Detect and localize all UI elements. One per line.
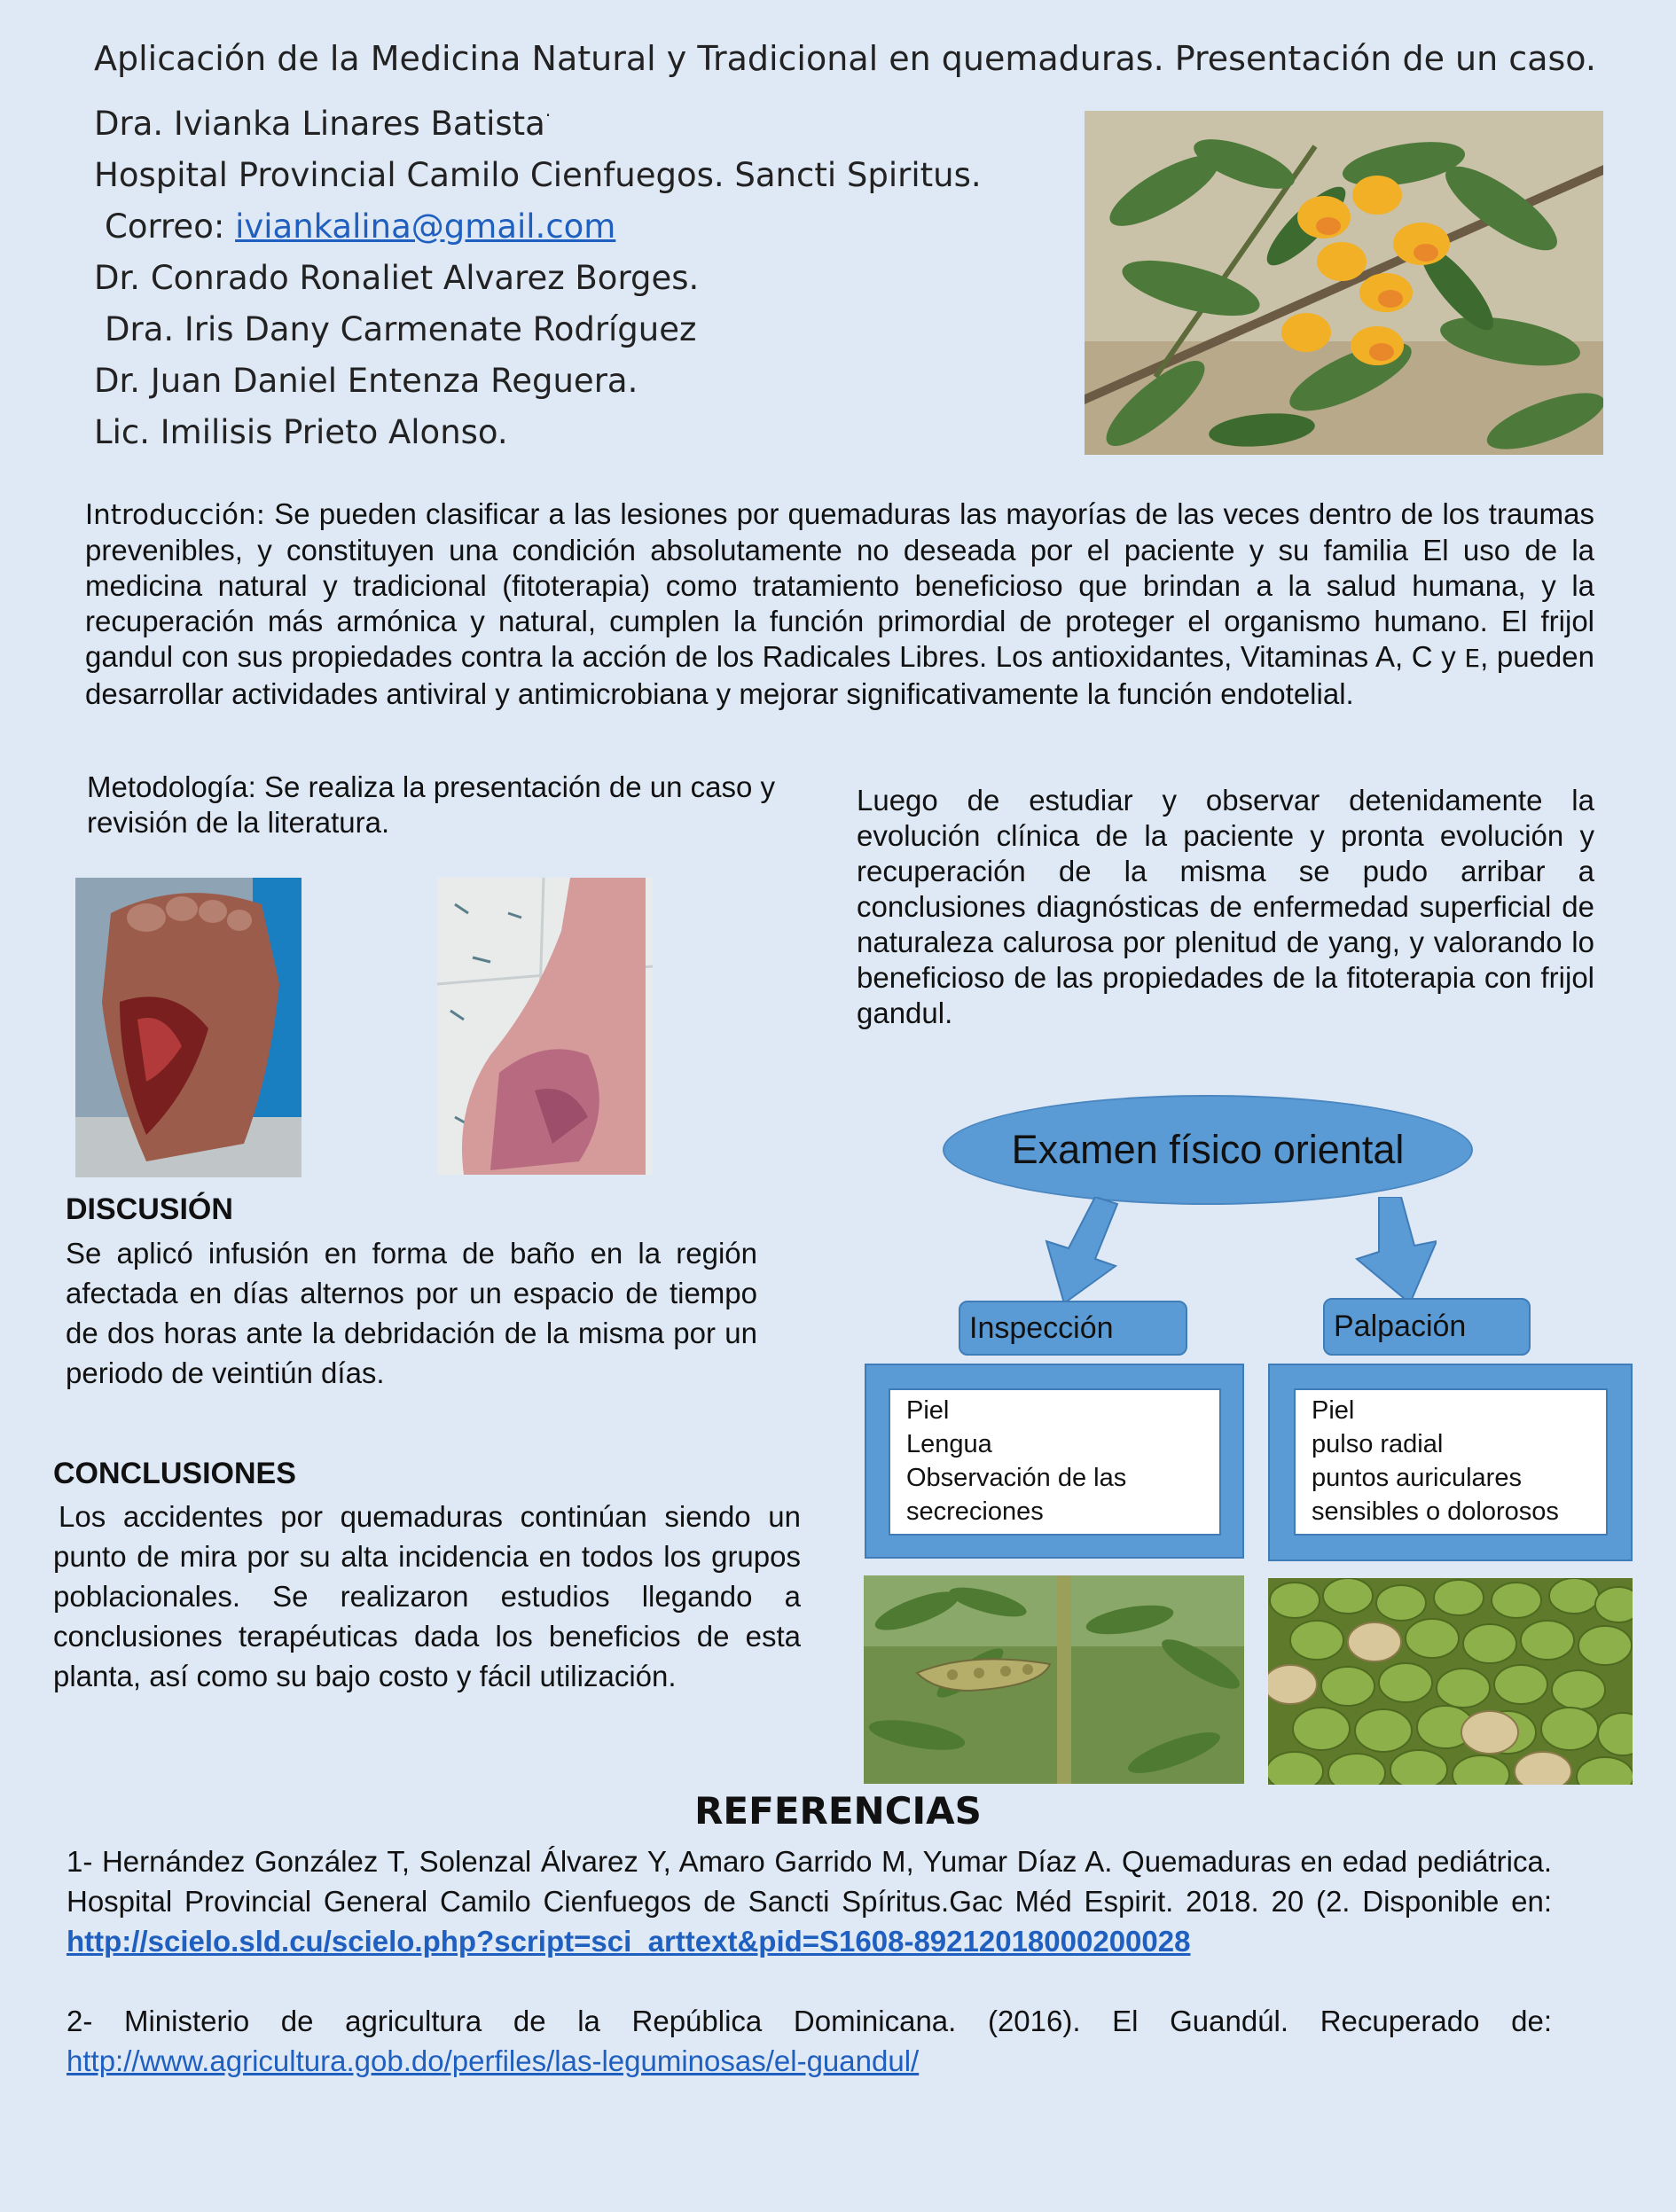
list-item: pulso radial (1312, 1430, 1444, 1458)
author-2: Dr. Conrado Ronaliet Alvarez Borges. (94, 259, 700, 297)
conclusions-heading: CONCLUSIONES (53, 1457, 296, 1490)
pigeon-pea-pod-photo (864, 1575, 1244, 1784)
inspection-label: Inspección (959, 1301, 1187, 1356)
burn-foot-photo-after (437, 878, 653, 1175)
author-5: Lic. Imilisis Prieto Alonso. (94, 413, 508, 451)
poster-title: Aplicación de la Medicina Natural y Tradicional en quemaduras. Presentación de un caso. (94, 39, 1596, 78)
reference-2: 2- Ministerio de agricultura de la República Dominicana. (2016). El Guandúl. Recuperado de: http://www.agricultura.gob.do/perfiles/las-leguminosas/el-guandul/ (67, 2005, 1552, 2077)
conclusions-paragraph: Los accidentes por quemaduras continúan siendo un punto de mira por su alta incidencia en todos los grupos poblacionales. Se realizaron estudios llegando a conclusiones terapéuticas dada los beneficios de esta planta, así como su bajo costo y fácil utilización. (53, 1500, 801, 1692)
reference-2-link[interactable]: http://www.agricultura.gob.do/perfiles/las-leguminosas/el-guandul/ (67, 2044, 920, 2077)
pigeon-pea-flower-photo (1085, 111, 1603, 455)
list-item: Piel (906, 1396, 950, 1425)
reference-1: 1- Hernández González T, Solenzal Álvarez Y, Amaro Garrido M, Yumar Díaz A. Quemaduras en edad pediátrica. Hospital Provincial General Camilo Cienfuegos de Sancti Spíritus.Gac Méd Espirit. 2018. 20 (2. Disponible en: http://scielo.sld.cu/scielo.php?script=sci_arttext&pid=S1608-89212018000200028 (67, 1845, 1552, 1958)
list-item: Lengua (906, 1430, 992, 1458)
palpation-list (1294, 1388, 1608, 1536)
burn-foot-photo-before (75, 878, 302, 1177)
evolution-paragraph: Luego de estudiar y observar detenidamente la evolución clínica de la paciente y pronta evolución y recuperación de la misma se pudo arribar a conclusiones diagnósticas de enfermedad superficial de naturaleza calurosa por plenitud de yang, y valorando lo beneficioso de las propiedades de la fitoterapia con frijol gandul. (857, 784, 1594, 1029)
inspection-list (889, 1388, 1221, 1536)
email-line: Correo: iviankalina@gmail.com (105, 207, 616, 246)
list-item: sensibles o dolorosos (1312, 1497, 1559, 1526)
author-1: Dra. Ivianka Linares Batista· (94, 105, 552, 143)
list-item: Piel (1312, 1396, 1355, 1425)
list-item: secreciones (906, 1497, 1044, 1526)
author-4: Dr. Juan Daniel Entenza Reguera. (94, 362, 638, 400)
methodology-paragraph: Metodología: Se realiza la presentación de un caso y revisión de la literatura. (87, 770, 775, 839)
hospital-line: Hospital Provincial Camilo Cienfuegos. Sancti Spiritus. (94, 156, 982, 194)
email-link[interactable]: iviankalina@gmail.com (235, 207, 616, 246)
arrow-down-left (1046, 1197, 1117, 1303)
author-3: Dra. Iris Dany Carmenate Rodríguez (105, 310, 697, 348)
discussion-paragraph: Se aplicó infusión en forma de baño en la región afectada en días alternos por un espacio de tiempo de dos horas ante la debridación de la misma por un periodo de veintiún días. (66, 1237, 757, 1389)
list-item: Observación de las (906, 1464, 1127, 1492)
list-item: puntos auriculares (1312, 1464, 1522, 1492)
introduction-paragraph: Introducción: Se pueden clasificar a las lesiones por quemaduras las mayorías de las veces dentro de los traumas prevenibles, y constituyen una condición absolutamente no deseada por el paciente y su familia El uso de la medicina natural y tradicional (fitoterapia) como tratamiento beneficioso que brindan a la salud humana, y la recuperación más armónica y natural, cumplen la función primordial de proteger el organismo humano. El frijol gandul con sus propiedades contra la acción de los Radicales Libres. Los antioxidantes, Vitaminas A, C y E, pueden desarrollar actividades antiviral y antimicrobiana y mejorar significativamente la función endotelial. (85, 497, 1595, 710)
palpation-label: Palpación (1323, 1298, 1531, 1356)
pigeon-pea-seeds-photo (1268, 1578, 1633, 1785)
arrow-down-right (1357, 1197, 1437, 1303)
diagram-arrows (1029, 1197, 1437, 1312)
discussion-heading: DISCUSIÓN (66, 1192, 233, 1226)
diagram-root-ellipse: Examen físico oriental (943, 1095, 1473, 1205)
reference-1-link[interactable]: http://scielo.sld.cu/scielo.php?script=sci_arttext&pid=S1608-89212018000200028 (67, 1925, 1191, 1958)
references-heading: REFERENCIAS (694, 1789, 982, 1833)
